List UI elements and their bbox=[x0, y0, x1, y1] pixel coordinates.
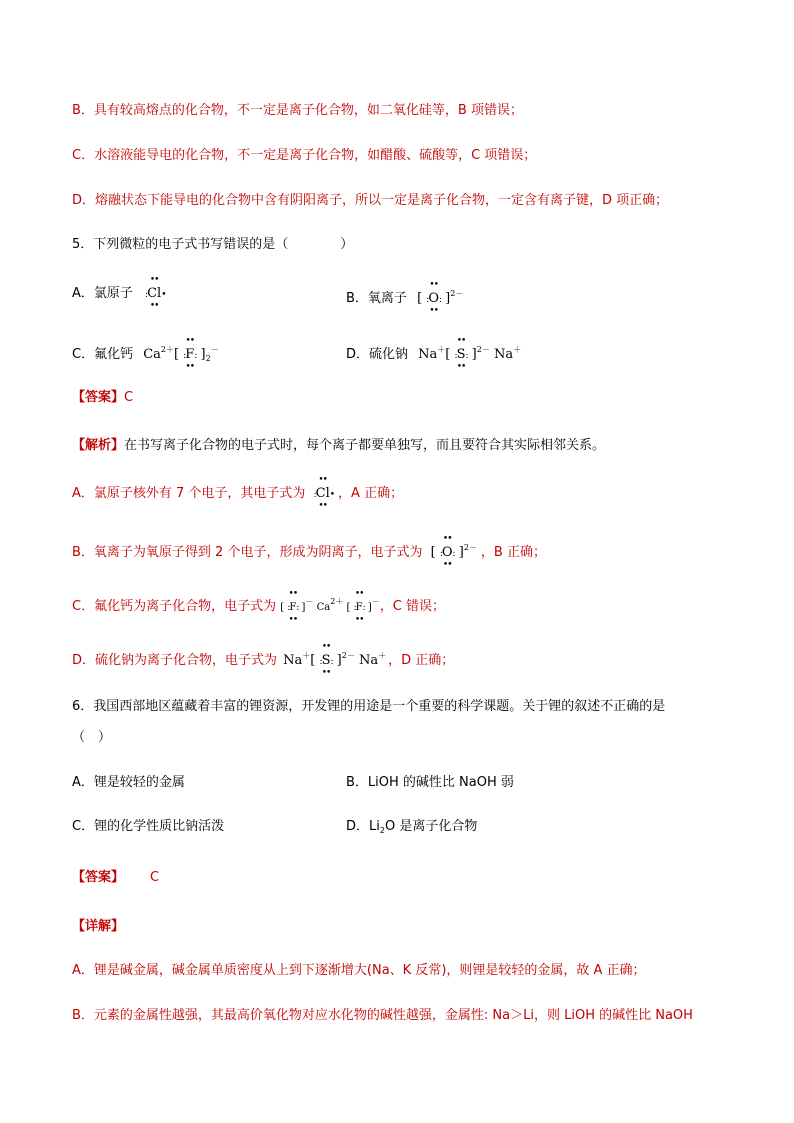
q6-option-c: C．锂的化学性质比钠活泼 bbox=[72, 819, 225, 834]
q5-option-b: B．氧离子 [ : •• O •• : ]$^{2-}$ bbox=[346, 280, 464, 316]
q5-option-d: D．硫化钠 Na＋[ : •• S •• : ]$^{2-}$ Na＋ bbox=[346, 336, 522, 372]
option-b-explanation: B．具有较高熔点的化合物，不一定是离子化合物，如二氧化硅等，B 项错误； bbox=[72, 103, 523, 118]
q6-option-b: B．LiOH 的碱性比 NaOH 弱 bbox=[346, 775, 514, 790]
detail-6-b: B．元素的金属性越强，其最高价氧化物对应水化物的碱性越强，金属性: Na＞Li，则 LiOH 的碱性比 NaOH bbox=[72, 1008, 693, 1023]
answer-6: 【答案】 C bbox=[72, 870, 160, 885]
question-5: 5．下列微粒的电子式书写错误的是（ ） bbox=[72, 237, 354, 252]
question-6-line1: 6．我国西部地区蕴藏着丰富的锂资源，开发锂的用途是一个重要的科学课题。关于锂的叙述不正确的是 bbox=[72, 699, 666, 714]
q6-option-a: A．锂是较轻的金属 bbox=[72, 775, 185, 790]
analysis-5-b: B．氧离子为氧原子得到 2 个电子，形成为阴离子，电子式为 [ : •• O •• : ]$^{2-}$ ，B 正确； bbox=[72, 534, 546, 570]
analysis-5-d: D．硫化钠为离子化合物，电子式为 Na＋[ : •• S •• : ]$^{2-}$ Na＋ ，D 正确； bbox=[72, 642, 455, 678]
q5-option-c: C．氟化钙 $Ca^{2+}$[ : •• F •• : ]$_2^-$ bbox=[72, 336, 219, 372]
option-c-explanation: C．水溶液能导电的化合物，不一定是离子化合物，如醋酸、硫酸等，C 项错误； bbox=[72, 148, 537, 163]
detail-6-a: A．锂是碱金属，碱金属单质密度从上到下逐渐增大(Na、K 反常)，则锂是较轻的金属，故 A 正确； bbox=[72, 963, 646, 978]
question-6-line2: （ ） bbox=[72, 730, 112, 745]
q6-option-d: D．$Li_2O$ 是离子化合物 bbox=[346, 819, 478, 835]
analysis-5: 【解析】在书写离子化合物的电子式时，每个离子都要单独写，而且要符合其实际相邻关系。 bbox=[72, 438, 606, 453]
detail-6: 【详解】 bbox=[72, 919, 125, 934]
q5-option-a: A．氯原子 : •• Cl •• • bbox=[72, 275, 166, 311]
answer-5: 【答案】C bbox=[72, 390, 134, 405]
analysis-5-c: C．氟化钙为离子化合物，电子式为 [ : •• F •• : ]－ $Ca^{2+}$ [ : •• F •• : ]－，C 错误； bbox=[72, 589, 445, 625]
analysis-5-a: A．氯原子核外有 7 个电子，其电子式为 : •• Cl •• • ，A 正确； bbox=[72, 475, 404, 511]
option-d-explanation: D．熔融状态下能导电的化合物中含有阴阳离子，所以一定是离子化合物，一定含有离子键，D 项正确； bbox=[72, 193, 669, 208]
